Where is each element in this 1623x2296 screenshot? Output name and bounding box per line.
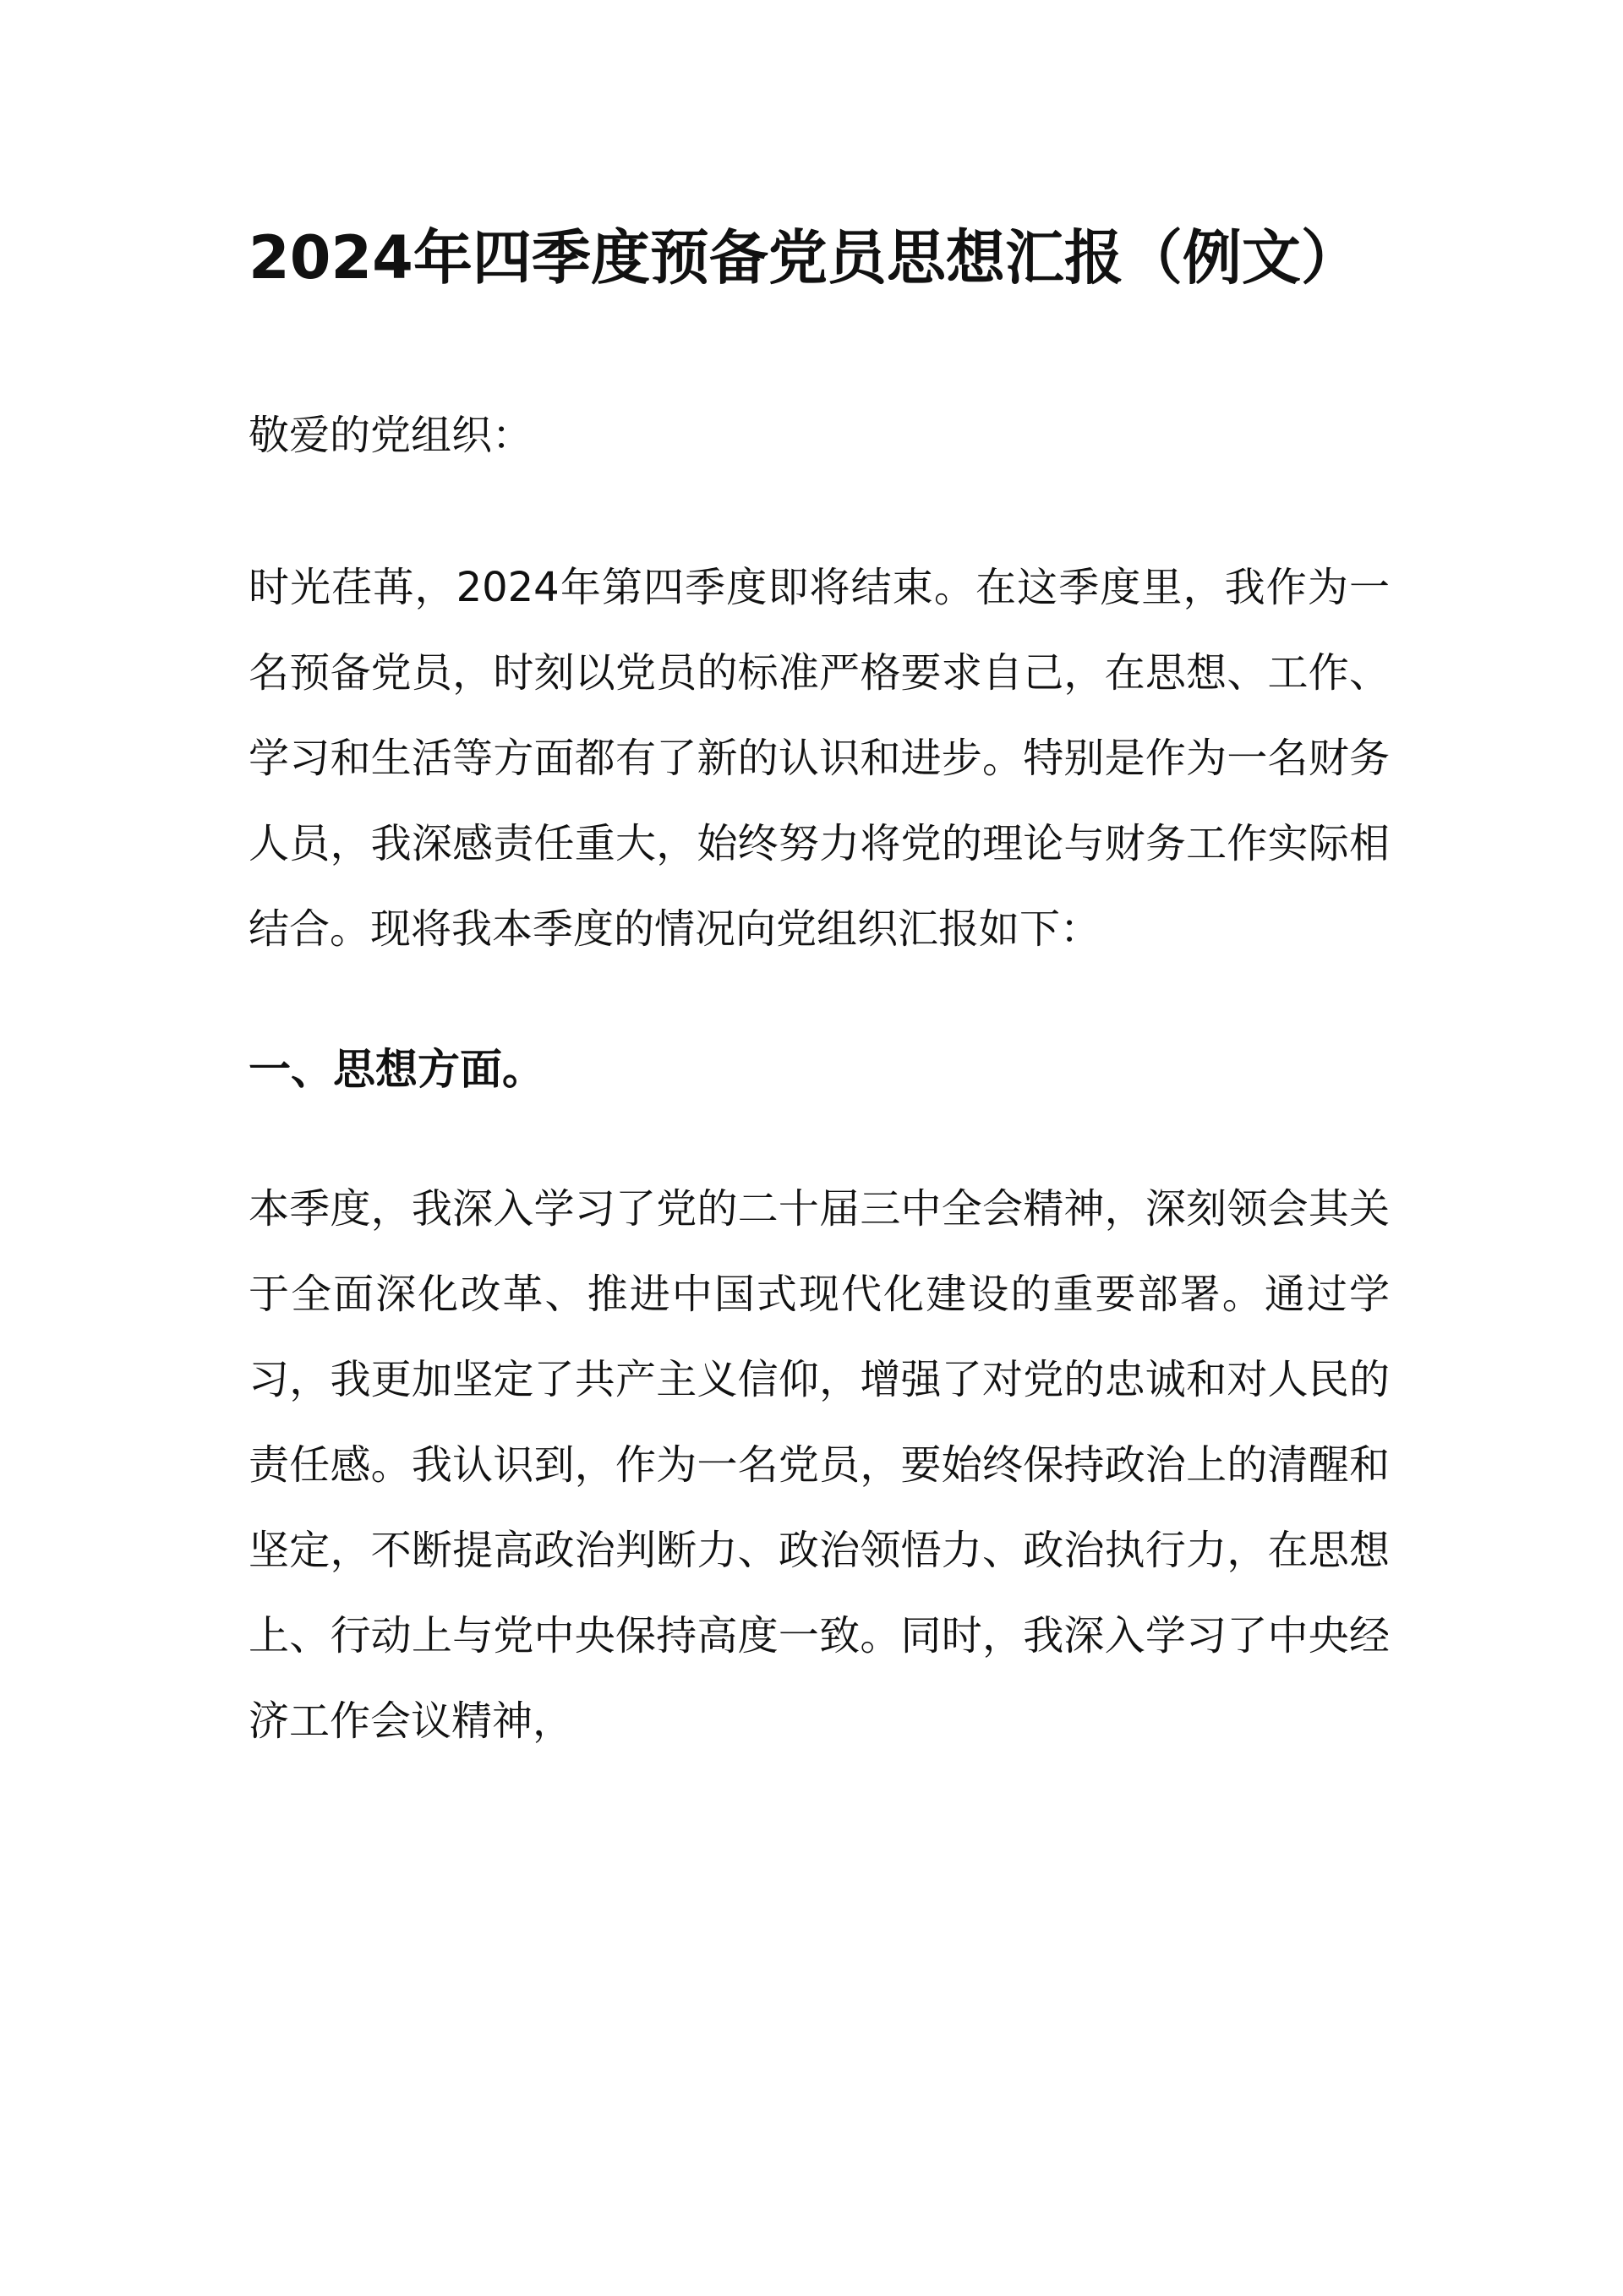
- section-heading-thought: 一、思想方面。: [249, 1045, 544, 1094]
- document-title: 2024年四季度预备党员思想汇报（例文）: [249, 223, 1360, 292]
- salutation: 敬爱的党组织：: [249, 412, 533, 459]
- section-paragraph-thought: 本季度，我深入学习了党的二十届三中全会精神，深刻领会其关于全面深化改革、推进中国式现代化建设的重要部署。通过学习，我更加坚定了共产主义信仰，增强了对党的忠诚和对人民的责任感。我认识到，作为一名党员，要始终保持政治上的清醒和坚定，不断提高政治判断力、政治领悟力、政治执行力，在思想上、行动上与党中央保持高度一致。同时，我深入学习了中央经济工作会议精神，: [249, 1185, 1390, 1745]
- document-content: [249, 216, 1390, 1764]
- intro-paragraph: 时光荏苒，2024年第四季度即将结束。在这季度里，我作为一名预备党员，时刻以党员的标准严格要求自己，在思想、工作、学习和生活等方面都有了新的认识和进步。特别是作为一名财务人员，我深感责任重大，始终努力将党的理论与财务工作实际相结合。现将我本季度的情况向党组织汇报如下：: [249, 564, 1390, 953]
